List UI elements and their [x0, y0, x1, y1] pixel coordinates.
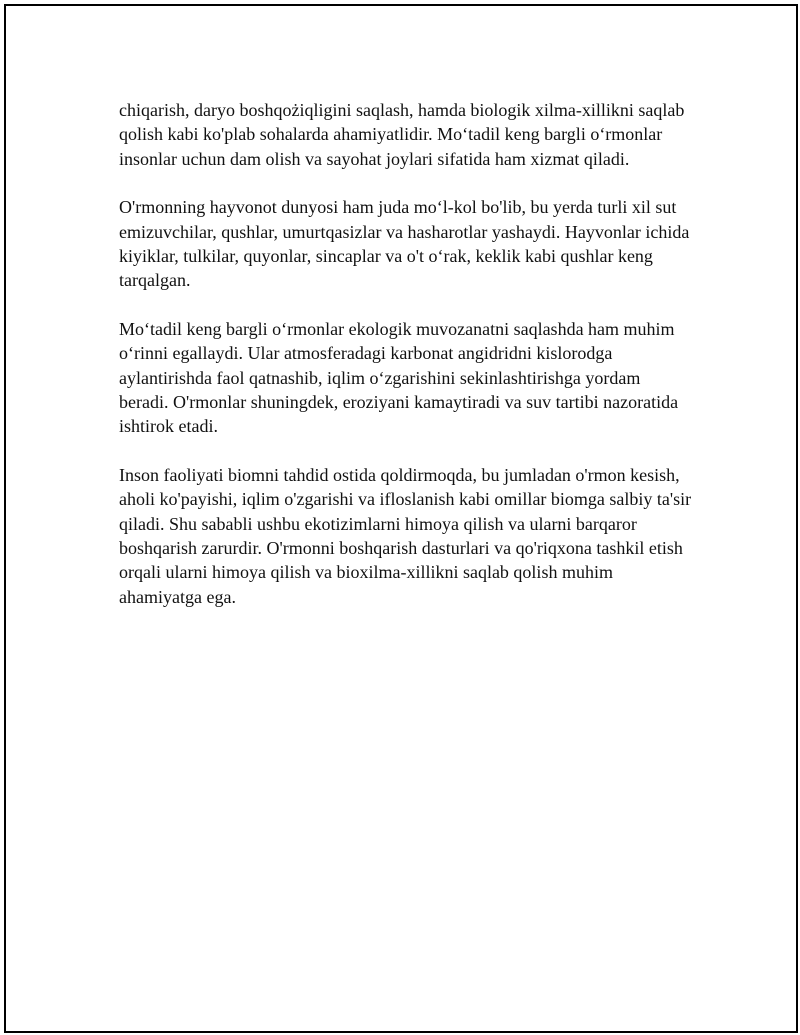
paragraph: Moʻtadil keng bargli oʻrmonlar ekologik muvozanatni saqlashda ham muhim oʻrinni egallaydi. Ular atmosferadagi karbonat angidridni kislorodga aylantirishda faol qatnashib, iqlim oʻzgarishini sekinlashtirishga yordam beradi. O'rmonlar shuningdek, eroziyani kamaytiradi va suv tartibi nazoratida ishtirok etadi.: [119, 319, 679, 437]
paragraph: Inson faoliyati biomni tahdid ostida qoldirmoqda, bu jumladan o'rmon kesish, aholi ko'payishi, iqlim o'zgarishi va ifloslanish kabi omillar biomga salbiy ta'sir qiladi. Shu sababli ushbu ekotizimlarni himoya qilish va ularni barqaror boshqarish zarurdir. O'rmonni boshqarish dasturlari va qo'riqxona tashkil etish orqali ularni himoya qilish va bioxilma-xillikni saqlab qolish muhim ahamiyatga ega.: [119, 465, 692, 607]
paragraph: chiqarish, daryo boshqożiqligini saqlash, hamda biologik xilma-xillikni saqlab qolish kabi ko'plab sohalarda ahamiyatlidir. Moʻtadil keng bargli oʻrmonlar insonlar uchun dam olish va sayohat joylari sifatida ham xizmat qiladi.: [119, 100, 685, 169]
page-frame: [4, 4, 798, 1033]
document-body: [119, 98, 694, 633]
paragraph: O'rmonning hayvonot dunyosi ham juda moʻl-kol bo'lib, bu yerda turli xil sut emizuvchilar, qushlar, umurtqasizlar va hasharotlar yashaydi. Hayvonlar ichida kiyiklar, tulkilar, quyonlar, sincaplar va o't oʻrak, keklik kabi qushlar keng tarqalgan.: [119, 197, 690, 291]
